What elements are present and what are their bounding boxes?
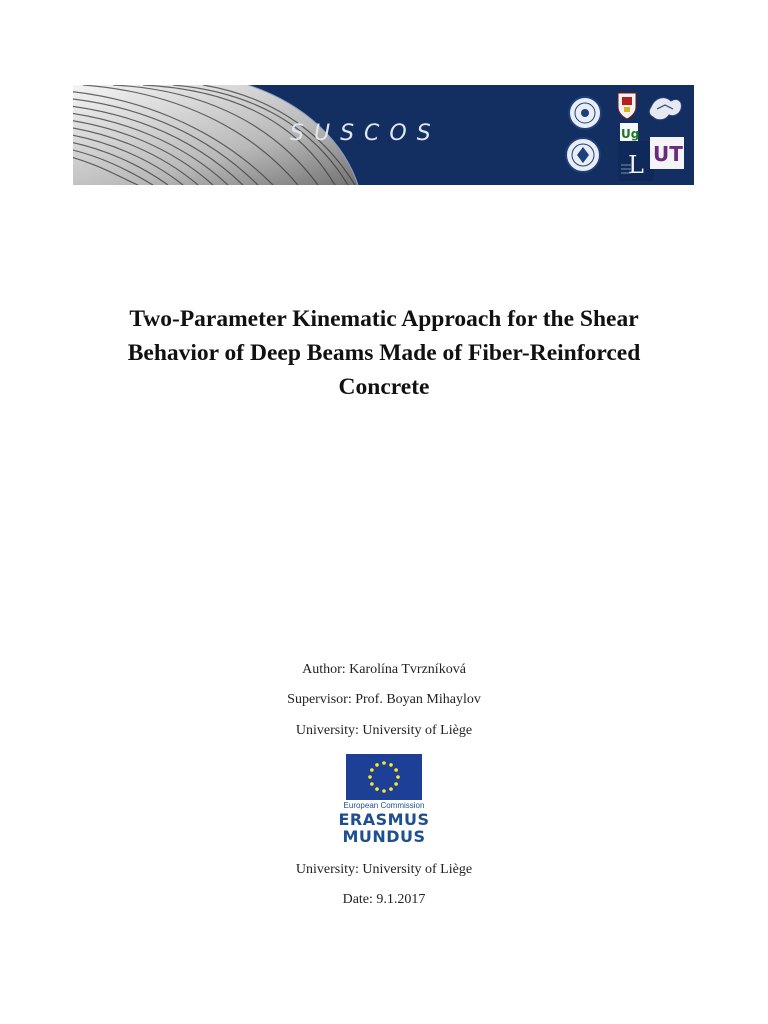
date-line: Date: 9.1.2017 [342,892,426,907]
author-line: Author: Karolína Tvrzníková [302,662,466,677]
erasmus-text: ERASMUS [338,810,430,829]
title-line: Concrete [338,374,430,400]
university-line-2: University: University of Liège [295,862,473,877]
university-seal-1 [569,97,601,129]
title-line: Behavior of Deep Beams Made of Fiber-Reinforced [127,340,641,366]
title-line: Two-Parameter Kinematic Approach for the Shear [129,306,639,332]
svg-text:L: L [628,151,644,179]
document-title [84,302,684,404]
mundus-text: MUNDUS [342,827,426,846]
lion-logo [649,98,681,120]
supervisor-line: Supervisor: Prof. Boyan Mihaylov [287,692,481,707]
svg-text:UT: UT [653,142,683,166]
l-logo [618,141,654,181]
erasmus-mundus-logo [320,811,448,845]
svg-text:Ug: Ug [621,127,640,141]
european-commission-caption: European Commission [343,801,425,810]
university-shield [618,93,636,119]
university-line: University: University of Liège [295,723,473,738]
eu-flag [346,754,422,800]
suscos-brand: SUSCOS [290,121,441,146]
ut-logo [650,137,684,169]
ug-logo [620,123,639,141]
university-seal-2 [566,138,600,172]
